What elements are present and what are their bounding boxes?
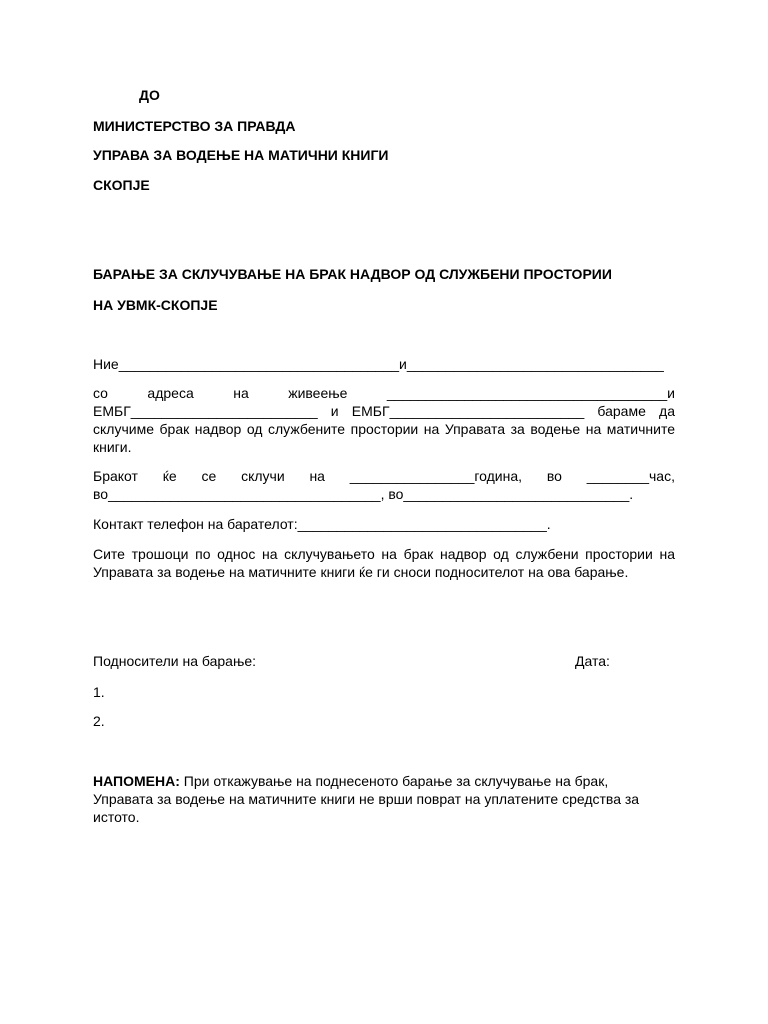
contact-phone-line: Контакт телефон на барателот:________________________________. — [93, 516, 551, 532]
addressee-city: СКОПЈЕ — [93, 177, 150, 193]
note-line-3: истото. — [93, 809, 140, 825]
addressee-to: ДО — [139, 87, 160, 103]
ceremony-date-line: Бракот ќе се склучи на ________________година, во ________час, — [93, 468, 675, 484]
embg-line: ЕМБГ________________________ и ЕМБГ_________________________ бараме да — [93, 403, 675, 419]
note-label: НАПОМЕНА: — [93, 773, 180, 789]
note-line-2: Управата за водење на матичните книги не врши поврат на уплатените средства за — [93, 791, 640, 807]
applicants-label: Подносители на барање: — [93, 653, 257, 669]
request-line-end: книги. — [93, 439, 132, 455]
note-text: При откажување на поднесеното барање за склучување на брак, — [179, 773, 609, 789]
applicant-item-2: 2. — [93, 713, 105, 729]
note-line-1 — [93, 772, 608, 790]
request-line: склучиме брак надвор од службените простории на Управата за водење на матичните — [93, 421, 675, 437]
applicant-item-1: 1. — [93, 684, 105, 700]
addressee-ministry: МИНИСТЕРСТВО ЗА ПРАВДА — [93, 118, 296, 134]
costs-line: Сите трошоци по однос на склучувањето на брак надвор од службени простории на — [93, 546, 675, 562]
ceremony-place-line: во___________________________________, во_____________________________. — [93, 486, 634, 502]
document-title-line2: НА УВМК-СКОПЈЕ — [93, 297, 218, 313]
applicants-names-line: Ние____________________________________и_________________________________ — [93, 356, 664, 372]
addressee-directorate: УПРАВА ЗА ВОДЕЊЕ НА МАТИЧНИ КНИГИ — [93, 147, 389, 163]
costs-line-end: Управата за водење на матичните книги ќе ги сноси подносителот на ова барање. — [93, 564, 629, 580]
address-line: со адреса на живеење ____________________________________и — [93, 385, 675, 401]
document-title-line1: БАРАЊЕ ЗА СКЛУЧУВАЊЕ НА БРАК НАДВОР ОД СЛУЖБЕНИ ПРОСТОРИИ — [93, 266, 612, 282]
date-label: Дата: — [575, 653, 610, 669]
